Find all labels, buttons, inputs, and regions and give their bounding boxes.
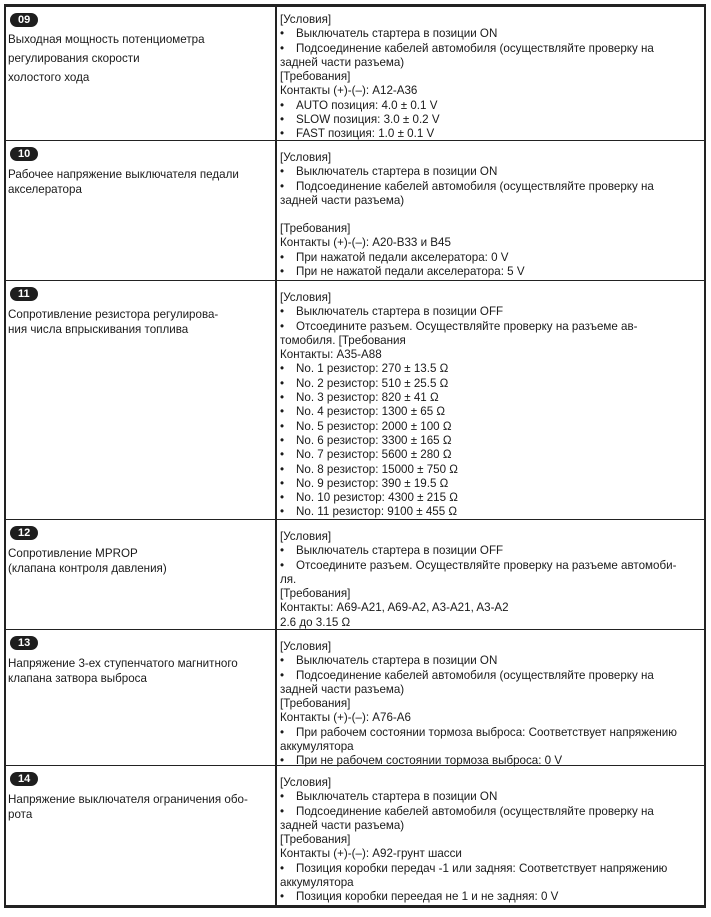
bullet-icon: • bbox=[280, 405, 285, 419]
bullet-icon: • bbox=[280, 362, 285, 376]
bullet-item bbox=[280, 362, 700, 376]
item-title-line: Рабочее напряжение выключателя педали bbox=[8, 168, 239, 181]
bullet-item bbox=[280, 726, 700, 740]
item-number-badge: 11 bbox=[10, 287, 38, 301]
detail-text: Позиция коробки передач -1 или задняя: Соответствует напряжению bbox=[296, 861, 668, 875]
detail-text: задней части разъема) bbox=[280, 682, 405, 696]
bullet-item bbox=[280, 99, 700, 113]
detail-text: [Требования] bbox=[280, 697, 351, 711]
detail-line bbox=[280, 84, 700, 98]
bullet-icon: • bbox=[280, 476, 285, 490]
detail-text: аккумулятора bbox=[280, 740, 354, 754]
bullet-item bbox=[280, 463, 700, 477]
detail-text: задней части разъема) bbox=[280, 818, 405, 832]
bullet-icon: • bbox=[280, 113, 285, 127]
bullet-item bbox=[280, 165, 700, 179]
bullet-item bbox=[280, 505, 700, 519]
check-details-cell bbox=[277, 630, 704, 768]
detail-line bbox=[280, 70, 700, 84]
detail-text: Подсоединение кабелей автомобиля (осуществляйте проверку на bbox=[296, 41, 654, 55]
item-title bbox=[8, 657, 273, 686]
detail-text: Контакты: A35-A88 bbox=[280, 348, 382, 362]
check-details-cell bbox=[277, 281, 704, 519]
detail-text: No. 3 резистор: 820 ± 41 Ω bbox=[296, 391, 439, 405]
bullet-icon: • bbox=[280, 861, 285, 875]
inspection-table bbox=[4, 4, 706, 908]
table-row bbox=[6, 7, 704, 141]
detail-text: [Условия] bbox=[280, 640, 332, 653]
bullet-icon: • bbox=[280, 305, 285, 319]
bullet-item bbox=[280, 790, 700, 804]
item-cell bbox=[6, 7, 277, 140]
bullet-item bbox=[280, 477, 700, 491]
bullet-icon: • bbox=[280, 41, 285, 55]
blank-line bbox=[280, 208, 700, 222]
bullet-item bbox=[280, 654, 700, 668]
bullet-item bbox=[280, 113, 700, 127]
detail-line bbox=[280, 697, 700, 711]
item-number-badge: 14 bbox=[10, 772, 38, 786]
bullet-icon: • bbox=[280, 433, 285, 447]
detail-line bbox=[280, 640, 700, 654]
detail-text: Подсоединение кабелей автомобиля (осуществляйте проверку на bbox=[296, 179, 654, 193]
detail-text: Отсоедините разъем. Осуществляйте проверку на разъеме ав- bbox=[296, 319, 638, 333]
item-title-line: Сопротивление резистора регулирова- bbox=[8, 308, 219, 321]
item-title-line: Выходная мощность потенциометра bbox=[8, 33, 205, 46]
detail-line bbox=[280, 291, 700, 305]
bullet-item bbox=[280, 127, 700, 141]
detail-text: AUTO позиция: 4.0 ± 0.1 V bbox=[296, 98, 438, 112]
detail-text: При не рабочем состоянии тормоза выброса: 0 V bbox=[296, 754, 563, 768]
detail-text: Выключатель стартера в позиции ON bbox=[296, 654, 498, 668]
detail-text: Контакты (+)-(–): A92-грунт шасси bbox=[280, 847, 462, 861]
bullet-icon: • bbox=[280, 27, 285, 41]
detail-text: Отсоедините разъем. Осуществляйте проверку на разъеме автомоби- bbox=[296, 558, 677, 572]
item-number-badge: 10 bbox=[10, 147, 38, 161]
bullet-item bbox=[280, 448, 700, 462]
check-details-cell bbox=[277, 7, 704, 140]
detail-text: No. 9 резистор: 390 ± 19.5 Ω bbox=[296, 476, 449, 490]
detail-text: Контакты: A69-A21, A69-A2, A3-A21, A3-A2 bbox=[280, 601, 509, 615]
bullet-icon: • bbox=[280, 319, 285, 333]
bullet-item bbox=[280, 27, 700, 41]
bullet-icon: • bbox=[280, 754, 285, 768]
bullet-icon: • bbox=[280, 419, 285, 433]
bullet-item bbox=[280, 180, 700, 194]
detail-text: No. 4 резистор: 1300 ± 65 Ω bbox=[296, 405, 446, 419]
detail-line bbox=[280, 13, 700, 27]
bullet-item bbox=[280, 320, 700, 334]
detail-text: Выключатель стартера в позиции ON bbox=[296, 165, 498, 179]
detail-line bbox=[280, 530, 700, 544]
item-title bbox=[8, 168, 273, 197]
detail-line bbox=[280, 222, 700, 236]
item-cell bbox=[6, 141, 277, 280]
bullet-icon: • bbox=[280, 668, 285, 682]
check-details-cell bbox=[277, 520, 704, 629]
detail-text: No. 11 резистор: 9100 ± 455 Ω bbox=[296, 505, 458, 519]
detail-text: No. 2 резистор: 510 ± 25.5 Ω bbox=[296, 376, 449, 390]
check-details-cell bbox=[277, 141, 704, 280]
detail-line bbox=[280, 573, 700, 587]
check-details-cell bbox=[277, 766, 704, 905]
detail-text: Контакты (+)-(–): A12-A36 bbox=[280, 84, 418, 98]
detail-line bbox=[280, 334, 700, 348]
item-title bbox=[8, 547, 273, 576]
detail-text: аккумулятора bbox=[280, 876, 354, 890]
bullet-icon: • bbox=[280, 505, 285, 519]
detail-line bbox=[280, 194, 700, 208]
bullet-item bbox=[280, 434, 700, 448]
detail-text: При не нажатой педали акселератора: 5 V bbox=[296, 265, 525, 279]
detail-text: томобиля. [Требования bbox=[280, 333, 406, 347]
detail-text: [Условия] bbox=[280, 776, 332, 789]
detail-line bbox=[280, 711, 700, 725]
item-title-line: клапана затвора выброса bbox=[8, 671, 147, 685]
bullet-icon: • bbox=[280, 448, 285, 462]
detail-text: No. 6 резистор: 3300 ± 165 Ω bbox=[296, 433, 452, 447]
detail-line bbox=[280, 683, 700, 697]
detail-line bbox=[280, 151, 700, 165]
detail-text: Выключатель стартера в позиции OFF bbox=[296, 544, 504, 558]
detail-line bbox=[280, 740, 700, 754]
bullet-item bbox=[280, 391, 700, 405]
item-title-line: акселератора bbox=[8, 182, 82, 196]
detail-text: No. 7 резистор: 5600 ± 280 Ω bbox=[296, 448, 452, 462]
detail-text: задней части разъема) bbox=[280, 55, 405, 69]
item-title-line: Напряжение выключателя ограничения обо- bbox=[8, 793, 248, 806]
detail-line bbox=[280, 236, 700, 250]
detail-text: При нажатой педали акселератора: 0 V bbox=[296, 250, 509, 264]
bullet-item bbox=[280, 305, 700, 319]
detail-text: Выключатель стартера в позиции OFF bbox=[296, 305, 504, 319]
item-cell bbox=[6, 766, 277, 905]
table-row bbox=[6, 520, 704, 630]
bullet-item bbox=[280, 669, 700, 683]
bullet-icon: • bbox=[280, 790, 285, 804]
detail-line bbox=[280, 847, 700, 861]
detail-text: SLOW позиция: 3.0 ± 0.2 V bbox=[296, 113, 440, 127]
detail-text: При рабочем состоянии тормоза выброса: Соответствует напряжению bbox=[296, 725, 677, 739]
detail-text: Выключатель стартера в позиции ON bbox=[296, 790, 498, 804]
bullet-item bbox=[280, 420, 700, 434]
detail-text: Контакты (+)-(–): A76-A6 bbox=[280, 711, 411, 725]
item-title-line: холостого хода bbox=[8, 71, 90, 84]
detail-text: Подсоединение кабелей автомобиля (осуществляйте проверку на bbox=[296, 668, 654, 682]
table-row bbox=[6, 141, 704, 281]
item-number-badge: 13 bbox=[10, 636, 38, 650]
item-number-badge: 12 bbox=[10, 526, 38, 540]
detail-line bbox=[280, 776, 700, 790]
bullet-icon: • bbox=[280, 890, 285, 904]
detail-text: [Условия] bbox=[280, 151, 332, 164]
table-row bbox=[6, 766, 704, 905]
item-title-line: Сопротивление MPROP bbox=[8, 547, 138, 560]
detail-text: [Требования] bbox=[280, 833, 351, 847]
bullet-item bbox=[280, 265, 700, 279]
bullet-item bbox=[280, 405, 700, 419]
detail-text: No. 1 резистор: 270 ± 13.5 Ω bbox=[296, 362, 449, 376]
bullet-icon: • bbox=[280, 179, 285, 193]
bullet-icon: • bbox=[280, 491, 285, 505]
bullet-icon: • bbox=[280, 98, 285, 112]
item-title-line: регулирования скорости bbox=[8, 52, 140, 65]
bullet-icon: • bbox=[280, 462, 285, 476]
detail-line bbox=[280, 348, 700, 362]
item-cell bbox=[6, 281, 277, 519]
item-number-badge: 09 bbox=[10, 13, 38, 27]
item-title bbox=[8, 793, 273, 822]
bullet-item bbox=[280, 559, 700, 573]
table-row bbox=[6, 630, 704, 766]
detail-text: No. 8 резистор: 15000 ± 750 Ω bbox=[296, 462, 458, 476]
bullet-icon: • bbox=[280, 725, 285, 739]
detail-text: ля. bbox=[280, 572, 297, 586]
bullet-item bbox=[280, 544, 700, 558]
bullet-icon: • bbox=[280, 127, 285, 141]
bullet-item bbox=[280, 890, 700, 904]
detail-text: задней части разъема) bbox=[280, 193, 405, 207]
detail-text: [Условия] bbox=[280, 13, 332, 26]
bullet-item bbox=[280, 862, 700, 876]
bullet-icon: • bbox=[280, 165, 285, 179]
item-cell bbox=[6, 630, 277, 765]
detail-text: Позиция коробки переедая не 1 и не задняя: 0 V bbox=[296, 890, 559, 904]
detail-text: [Условия] bbox=[280, 530, 332, 543]
detail-text: [Условия] bbox=[280, 291, 332, 304]
bullet-icon: • bbox=[280, 250, 285, 264]
bullet-icon: • bbox=[280, 804, 285, 818]
detail-line bbox=[280, 616, 700, 630]
bullet-icon: • bbox=[280, 391, 285, 405]
bullet-item bbox=[280, 42, 700, 56]
detail-line bbox=[280, 876, 700, 890]
item-title bbox=[8, 30, 273, 87]
detail-text: Подсоединение кабелей автомобиля (осуществляйте проверку на bbox=[296, 804, 654, 818]
bullet-icon: • bbox=[280, 558, 285, 572]
bullet-icon: • bbox=[280, 654, 285, 668]
detail-text: 2.6 до 3.15 Ω bbox=[280, 615, 351, 629]
detail-text: Выключатель стартера в позиции ON bbox=[296, 27, 498, 41]
bullet-icon: • bbox=[280, 265, 285, 279]
table-row bbox=[6, 281, 704, 520]
detail-line bbox=[280, 819, 700, 833]
detail-text: Контакты (+)-(–): A20-B33 и B45 bbox=[280, 236, 451, 250]
detail-text: FAST позиция: 1.0 ± 0.1 V bbox=[296, 127, 435, 141]
bullet-item bbox=[280, 491, 700, 505]
item-title-line: ния числа впрыскивания топлива bbox=[8, 322, 189, 336]
item-title-line: рота bbox=[8, 807, 33, 821]
detail-line bbox=[280, 833, 700, 847]
detail-text: No. 5 резистор: 2000 ± 100 Ω bbox=[296, 419, 452, 433]
detail-text: [Требования] bbox=[280, 70, 351, 84]
item-title-line: (клапана контроля давления) bbox=[8, 561, 167, 575]
detail-line bbox=[280, 601, 700, 615]
bullet-icon: • bbox=[280, 544, 285, 558]
detail-line bbox=[280, 56, 700, 70]
detail-text: [Требования] bbox=[280, 222, 351, 236]
bullet-item bbox=[280, 251, 700, 265]
item-title-line: Напряжение 3-ех ступенчатого магнитного bbox=[8, 657, 238, 670]
item-cell bbox=[6, 520, 277, 629]
detail-text: No. 10 резистор: 4300 ± 215 Ω bbox=[296, 491, 458, 505]
bullet-item bbox=[280, 805, 700, 819]
item-title bbox=[8, 308, 273, 337]
detail-line bbox=[280, 587, 700, 601]
detail-text: [Требования] bbox=[280, 587, 351, 601]
bullet-item bbox=[280, 377, 700, 391]
bullet-icon: • bbox=[280, 376, 285, 390]
